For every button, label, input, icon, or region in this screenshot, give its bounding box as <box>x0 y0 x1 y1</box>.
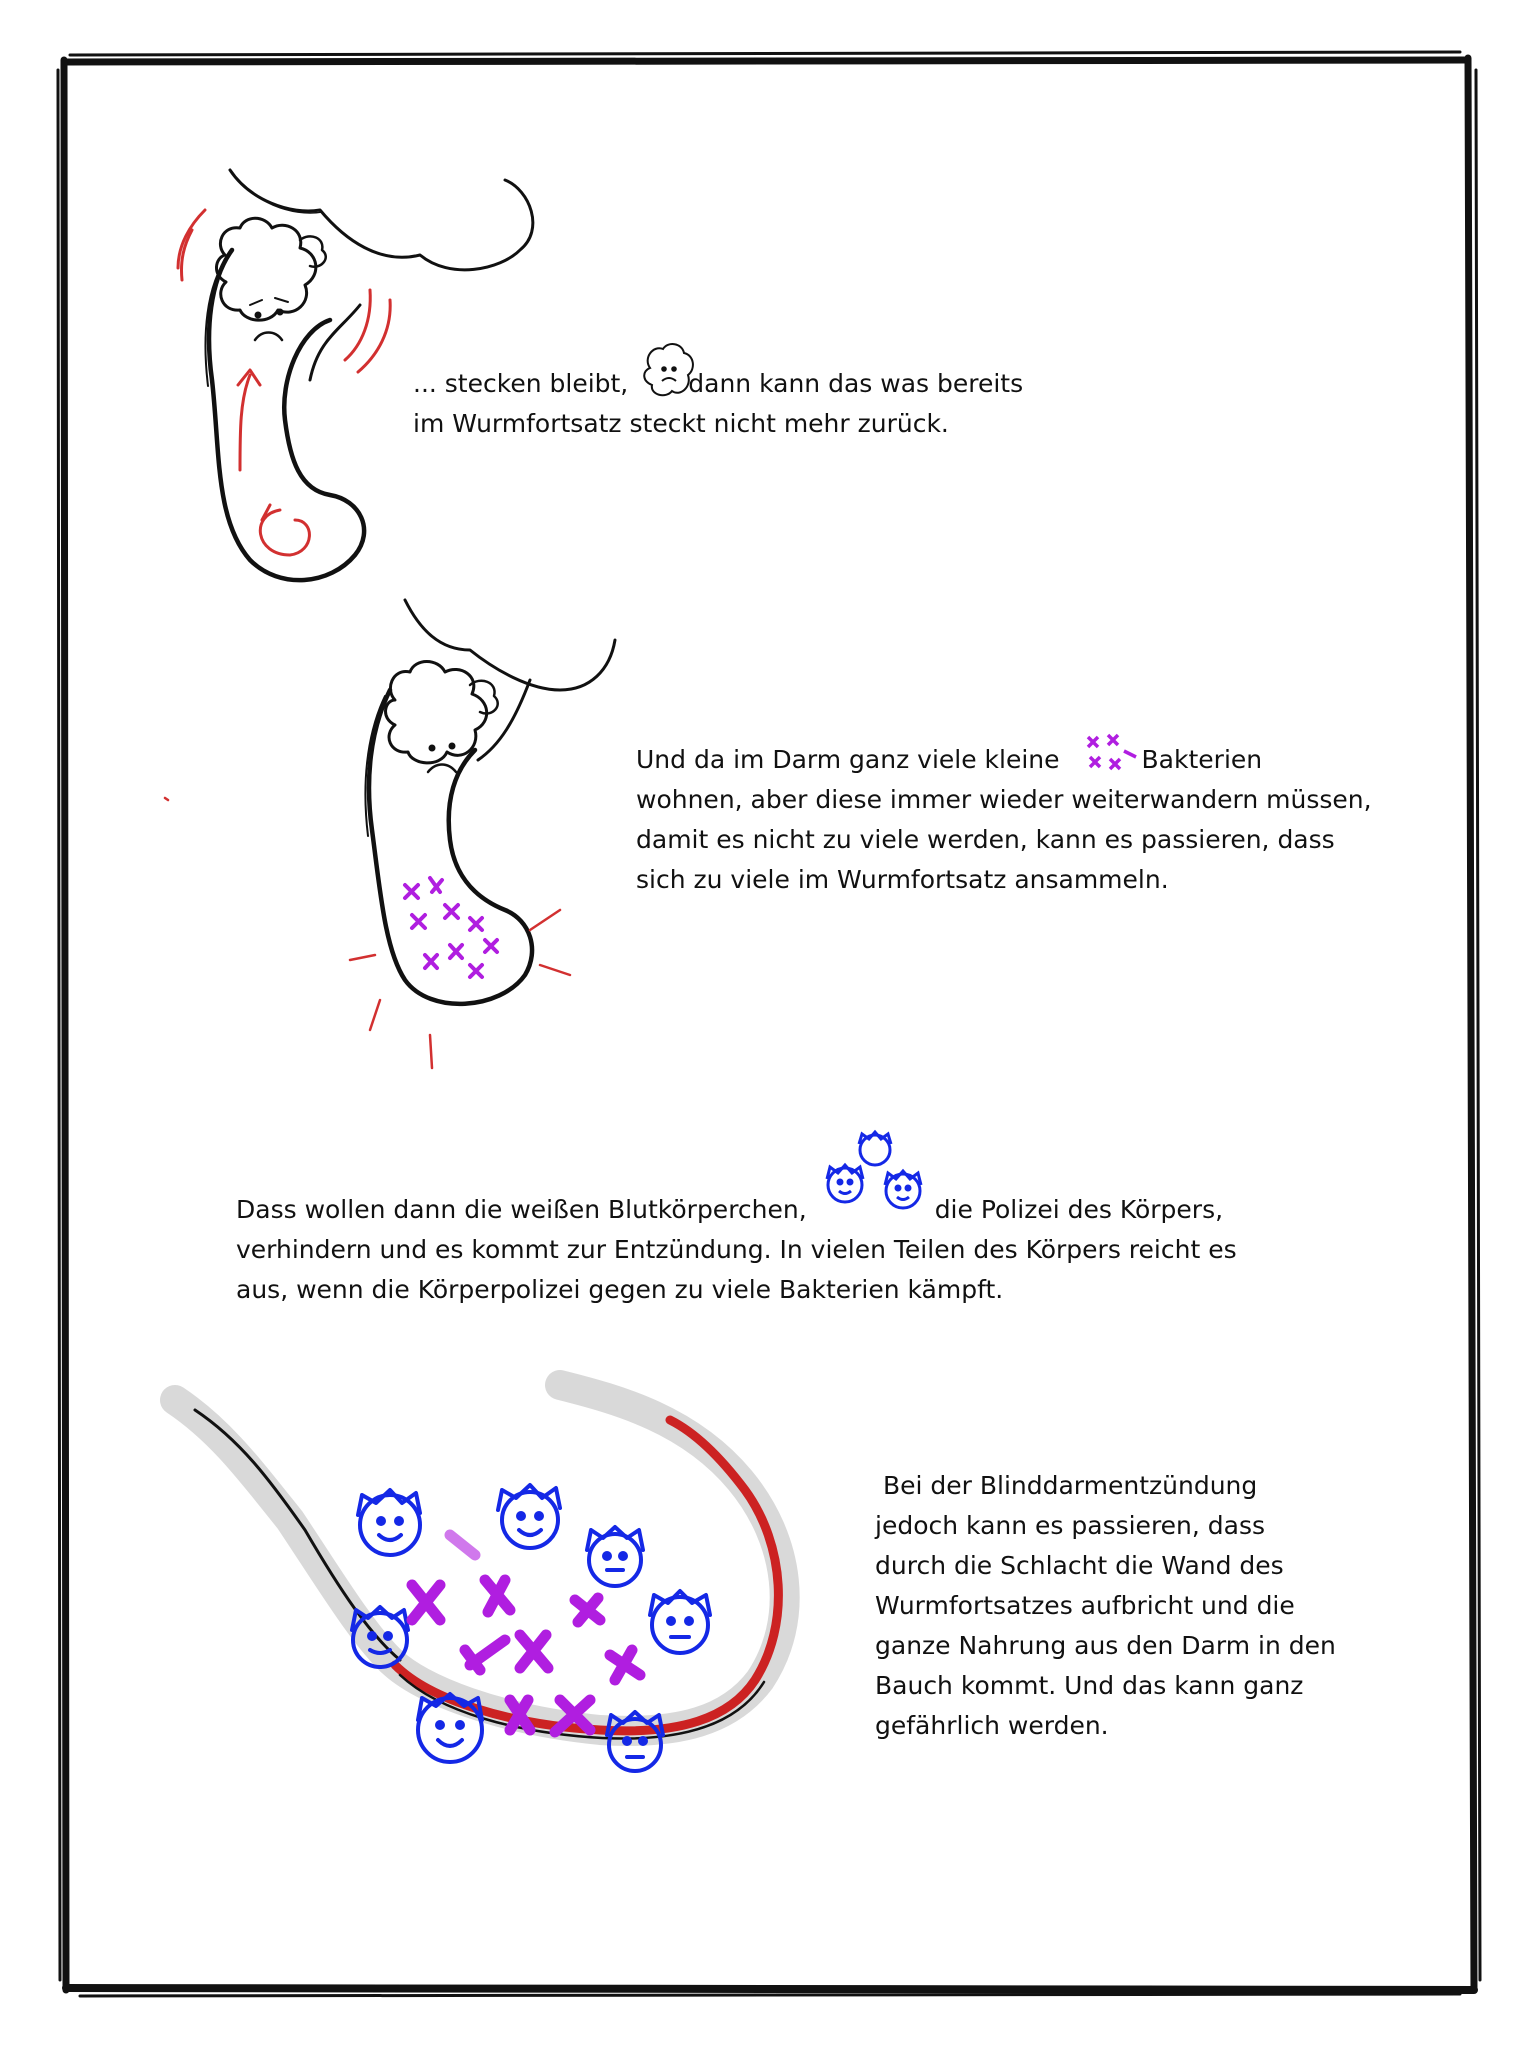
panel2-line1-b: Bakterien <box>1141 745 1263 774</box>
panel4-line: durch die Schlacht die Wand des <box>875 1551 1284 1580</box>
bacteria-cluster <box>405 878 497 977</box>
panel3-line1-b: die Polizei des Körpers, <box>934 1195 1224 1224</box>
panel2-line2: wohnen, aber diese immer wieder weiterwandern müssen, <box>636 785 1372 814</box>
panel4-line: jedoch kann es passieren, dass <box>875 1511 1266 1540</box>
panel1-text <box>413 364 1023 444</box>
panel4-line: Wurmfortsatzes aufbricht und die <box>875 1591 1295 1620</box>
panel3-line1 <box>236 1190 1237 1230</box>
panel4-line: ganze Nahrung aus den Darm in den <box>875 1631 1336 1660</box>
panel1-line1-b: dann kann das was bereits <box>688 369 1024 398</box>
panel1-line2: im Wurmfortsatz steckt nicht mehr zurück. <box>413 409 949 438</box>
appendix-illustration-2 <box>165 600 615 1068</box>
battle-illustration <box>175 1385 785 1771</box>
panel1-line1 <box>413 364 1023 404</box>
panel4-line: Bauch kommt. Und das kann ganz <box>875 1671 1304 1700</box>
panel3-line3: aus, wenn die Körperpolizei gegen zu viele Bakterien kämpft. <box>236 1275 1004 1304</box>
panel3-line2: verhindern und es kommt zur Entzündung. In vielen Teilen des Körpers reicht es <box>236 1235 1237 1264</box>
panel4-text <box>875 1466 1336 1746</box>
panel2-line1 <box>636 740 1372 780</box>
panel2-line3: damit es nicht zu viele werden, kann es passieren, dass <box>636 825 1335 854</box>
panel3-text <box>236 1190 1237 1310</box>
panel2-line1-a: Und da im Darm ganz viele kleine <box>636 745 1060 774</box>
panel1-line1-a: ... stecken bleibt, <box>413 369 629 398</box>
panel4-line: gefährlich werden. <box>875 1711 1109 1740</box>
panel2-text <box>636 740 1372 900</box>
panel3-line1-a: Dass wollen dann die weißen Blutkörperchen, <box>236 1195 807 1224</box>
panel4-line: Bei der Blinddarmentzündung <box>875 1471 1258 1500</box>
panel2-line4: sich zu viele im Wurmfortsatz ansammeln. <box>636 865 1169 894</box>
